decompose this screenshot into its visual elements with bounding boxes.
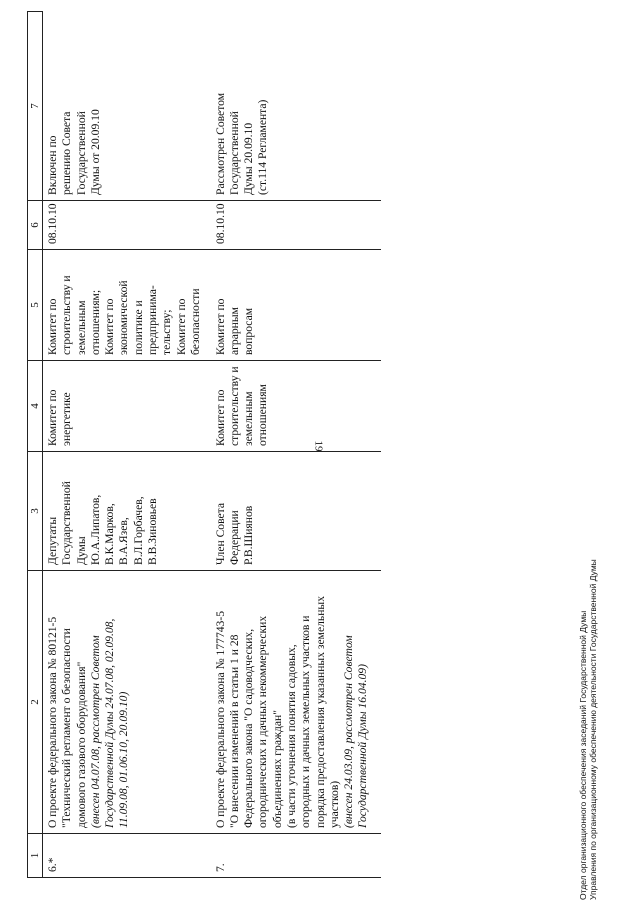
footer-line: Отдел организационного обеспечения заседаний Государственной Думы [578, 610, 588, 900]
text-line: тельству; [160, 309, 174, 355]
text-line: "О внесении изменений в статьи 1 и 28 [227, 634, 241, 828]
text-line: огороднических и дачных некоммерческих [256, 615, 270, 828]
text-line: "Технический регламент о безопасности [60, 628, 74, 828]
text-line: решению Совета [60, 111, 74, 195]
text-line: Член Совета [213, 502, 227, 565]
lead-committee [43, 361, 211, 452]
column-header: 3 [28, 452, 43, 571]
column-header: 4 [28, 361, 43, 452]
rotated-page [27, 8, 623, 878]
text-line: энергетике [60, 392, 74, 446]
text-line: Федерального закона "О садоводческих, [242, 628, 256, 828]
text-line: Включен по [46, 135, 59, 195]
table-row [211, 12, 381, 878]
text-line: Комитет по [174, 298, 188, 355]
text-line: отношениям [256, 384, 270, 446]
column-header: 1 [28, 834, 43, 878]
text-line: Комитет по [46, 389, 59, 446]
text-line: безопасности [188, 288, 202, 355]
text-line: Думы 20.09.10 [242, 122, 256, 195]
lead-committee [211, 361, 381, 452]
text-line: Государственной [227, 111, 241, 195]
bill-title [214, 575, 343, 828]
text-line: аграрным [227, 307, 241, 355]
text-line: Государственной Думы 24.07.08, 02.09.08, [103, 618, 117, 828]
text-line: Р.В.Шиянов [242, 505, 256, 565]
text-line: экономической [117, 280, 131, 355]
text-line: Комитет по [103, 298, 117, 355]
status-cell [211, 12, 381, 201]
co-committees [211, 250, 381, 361]
column-header: 5 [28, 250, 43, 361]
footer [578, 559, 598, 900]
text-line: строительству и [60, 275, 74, 355]
text-line: Рассмотрен Советом [213, 92, 227, 195]
text-line: 11.09.08, 01.06.10, 20.09.10) [117, 691, 131, 828]
text-line: Думы от 20.09.10 [88, 109, 102, 195]
text-line: строительству и [227, 366, 241, 446]
header-row [28, 12, 43, 878]
bill-title [46, 575, 89, 828]
text-line: объединениях граждан" [270, 710, 284, 828]
column-header: 6 [28, 201, 43, 250]
text-line: (внесен 04.07.08, рассмотрен Советом [88, 635, 102, 828]
bill-description [43, 571, 211, 834]
text-line: политике и [131, 300, 145, 355]
bill-note [89, 575, 132, 828]
text-line: отношениям; [88, 289, 102, 355]
page-number: 19 [312, 440, 325, 452]
row-number: 6.* [43, 834, 211, 878]
bill-note [342, 575, 371, 828]
text-line: В.К.Марков, [103, 503, 117, 565]
text-line: Государственной [74, 111, 88, 195]
text-line: Государственной Думы 16.04.09) [356, 664, 370, 828]
date-cell: 08.10.10 [211, 201, 381, 250]
text-line: домового газового оборудования" [74, 661, 88, 828]
column-header: 7 [28, 12, 43, 201]
text-line: вопросам [242, 307, 256, 355]
text-line: огородных и дачных земельных участков и [299, 615, 313, 828]
row-number: 7. [211, 834, 381, 878]
text-line: Федерации [227, 510, 241, 565]
text-line: порядка предоставления указанных земельных [313, 596, 327, 828]
text-line: предпринима- [146, 285, 160, 355]
bill-authors [211, 452, 381, 571]
bill-authors [43, 452, 211, 571]
text-line: Комитет по [213, 389, 227, 446]
text-line: Ю.А.Липатов, [88, 494, 102, 565]
text-line: Думы [74, 536, 88, 565]
text-line: Государственной [60, 481, 74, 565]
text-line: Комитет по [213, 298, 227, 355]
date-cell: 08.10.10 [43, 201, 211, 250]
co-committees [43, 250, 211, 361]
text-line: земельным [242, 391, 256, 446]
status-cell [43, 12, 211, 201]
text-line: (внесен 24.03.09, рассмотрен Советом [342, 635, 356, 828]
bill-description [211, 571, 381, 834]
text-line: земельным [74, 300, 88, 355]
text-line: (ст.114 Регламента) [256, 99, 270, 195]
text-line: участков) [327, 780, 341, 828]
text-line: В.Л.Горбачев, [131, 496, 145, 565]
agenda-table [27, 11, 381, 878]
text-line: (в части уточнения понятия садовых, [284, 644, 298, 828]
text-line: Комитет по [46, 298, 59, 355]
footer-line: Управления по организационному обеспечению деятельности Государственной Думы [588, 559, 598, 900]
text-line: В.А.Язев, [117, 517, 131, 565]
text-line: В.В.Зиновьев [146, 498, 160, 565]
text-line: О проекте федерального закона № 177743-5 [213, 611, 227, 828]
text-line: О проекте федерального закона № 80121-5 [46, 616, 59, 828]
table-row [43, 12, 211, 878]
text-line: Депутаты [46, 516, 59, 565]
column-header: 2 [28, 571, 43, 834]
